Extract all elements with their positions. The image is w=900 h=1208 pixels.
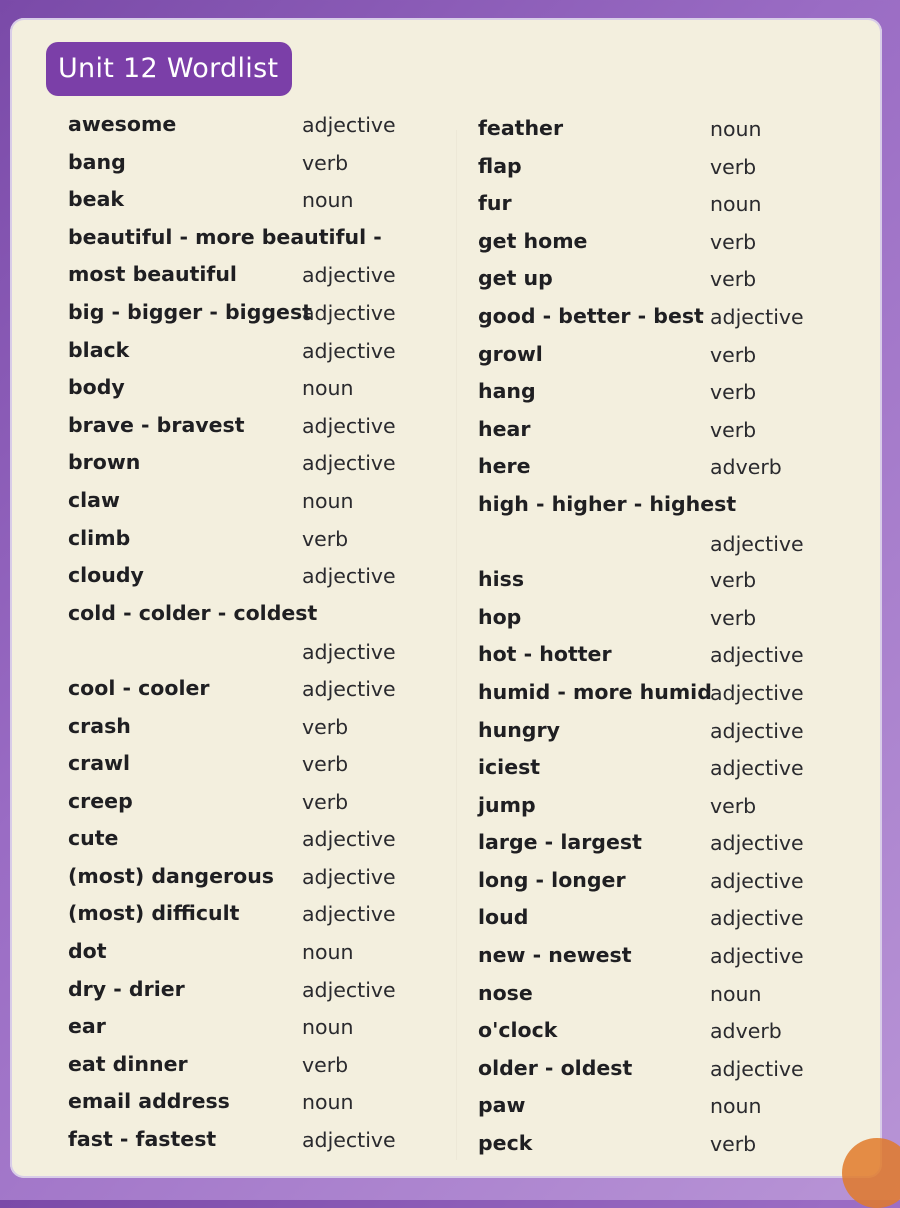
word: black (68, 337, 130, 362)
part-of-speech: adjective (710, 680, 804, 705)
word: most beautiful (68, 262, 237, 287)
part-of-speech: adjective (302, 640, 396, 665)
part-of-speech: adjective (302, 338, 396, 363)
word: cool - cooler (68, 675, 210, 700)
word: jump (478, 792, 536, 817)
word: cute (68, 826, 119, 851)
word: (most) dangerous (68, 863, 274, 888)
word: brown (68, 450, 141, 475)
word: email address (68, 1089, 230, 1114)
column-divider (456, 130, 457, 1160)
word: hot - hotter (478, 642, 612, 667)
part-of-speech: noun (302, 1090, 354, 1115)
part-of-speech: verb (710, 267, 757, 292)
word: high - higher - highest (478, 491, 737, 516)
part-of-speech: adjective (302, 300, 396, 325)
word: peck (478, 1131, 533, 1156)
part-of-speech: adjective (302, 1128, 396, 1153)
word: flap (478, 153, 522, 178)
word: bang (68, 149, 126, 174)
part-of-speech: adjective (710, 868, 804, 893)
word: dry - drier (68, 976, 185, 1001)
part-of-speech: adjective (710, 304, 804, 329)
part-of-speech: verb (302, 526, 349, 551)
word: paw (478, 1093, 526, 1118)
word: fur (478, 191, 512, 216)
part-of-speech: adjective (302, 564, 396, 589)
part-of-speech: noun (302, 1015, 354, 1040)
word: here (478, 454, 531, 479)
word: crash (68, 713, 131, 738)
word: fast - fastest (68, 1127, 217, 1152)
word: get home (478, 228, 588, 253)
word: feather (478, 116, 564, 140)
word: hungry (478, 717, 560, 742)
part-of-speech: adjective (710, 718, 804, 743)
word: get up (478, 266, 553, 291)
part-of-speech: verb (710, 229, 757, 254)
page-corner-decoration (842, 1138, 900, 1208)
part-of-speech: adjective (302, 827, 396, 852)
word: iciest (478, 755, 541, 780)
part-of-speech: verb (302, 752, 349, 777)
part-of-speech: adjective (302, 113, 396, 137)
part-of-speech: noun (302, 940, 354, 965)
word: o'clock (478, 1018, 558, 1043)
part-of-speech: adjective (302, 902, 396, 927)
word: long - longer (478, 867, 626, 892)
part-of-speech: adjective (302, 413, 396, 438)
word: awesome (68, 112, 177, 136)
word: climb (68, 525, 131, 550)
word: dot (68, 939, 107, 964)
part-of-speech: noun (302, 488, 354, 513)
word: new - newest (478, 943, 632, 968)
part-of-speech: adjective (710, 756, 804, 781)
word: hear (478, 416, 531, 441)
word: (most) difficult (68, 901, 240, 926)
part-of-speech: adjective (302, 864, 396, 889)
part-of-speech: noun (302, 188, 354, 213)
page-title: Unit 12 Wordlist (46, 42, 292, 96)
part-of-speech: noun (710, 117, 762, 141)
part-of-speech: adjective (710, 906, 804, 931)
word: loud (478, 905, 529, 930)
word: good - better - best (478, 303, 704, 328)
part-of-speech: adjective (710, 643, 804, 668)
part-of-speech: adjective (302, 676, 396, 701)
part-of-speech: adjective (710, 1056, 804, 1081)
word: beak (68, 187, 125, 212)
word: big - bigger - biggest (68, 299, 312, 324)
part-of-speech: verb (710, 417, 757, 442)
part-of-speech: adverb (710, 1019, 782, 1044)
part-of-speech: verb (302, 150, 349, 175)
part-of-speech: adjective (302, 977, 396, 1002)
part-of-speech: verb (710, 568, 757, 593)
part-of-speech: noun (710, 981, 762, 1006)
part-of-speech: verb (710, 154, 757, 179)
word: humid - more humid (478, 679, 712, 704)
part-of-speech: verb (302, 789, 349, 814)
part-of-speech: verb (710, 342, 757, 367)
word: large - largest (478, 830, 642, 855)
word: hang (478, 379, 536, 404)
word: hop (478, 604, 522, 629)
part-of-speech: adjective (302, 451, 396, 476)
word: creep (68, 788, 133, 813)
part-of-speech: noun (710, 1094, 762, 1119)
word: eat dinner (68, 1051, 188, 1076)
part-of-speech: noun (710, 192, 762, 217)
word: crawl (68, 751, 131, 776)
part-of-speech: noun (302, 376, 354, 401)
word: claw (68, 487, 120, 512)
part-of-speech: verb (710, 1132, 757, 1157)
part-of-speech: verb (302, 1052, 349, 1077)
part-of-speech: verb (302, 714, 349, 739)
part-of-speech: adjective (710, 531, 804, 556)
part-of-speech: verb (710, 605, 757, 630)
part-of-speech: adjective (302, 263, 396, 288)
part-of-speech: adjective (710, 944, 804, 969)
part-of-speech: verb (710, 380, 757, 405)
word: ear (68, 1014, 106, 1039)
word: growl (478, 341, 543, 366)
word: cold - colder - coldest (68, 600, 318, 625)
part-of-speech: verb (710, 793, 757, 818)
word: nose (478, 980, 533, 1005)
word: hiss (478, 567, 525, 592)
word: cloudy (68, 563, 144, 588)
word: brave - bravest (68, 412, 245, 437)
word: older - oldest (478, 1055, 633, 1080)
word: beautiful - more beautiful - (68, 224, 382, 249)
part-of-speech: adjective (710, 831, 804, 856)
part-of-speech: adverb (710, 455, 782, 480)
word: body (68, 375, 125, 400)
